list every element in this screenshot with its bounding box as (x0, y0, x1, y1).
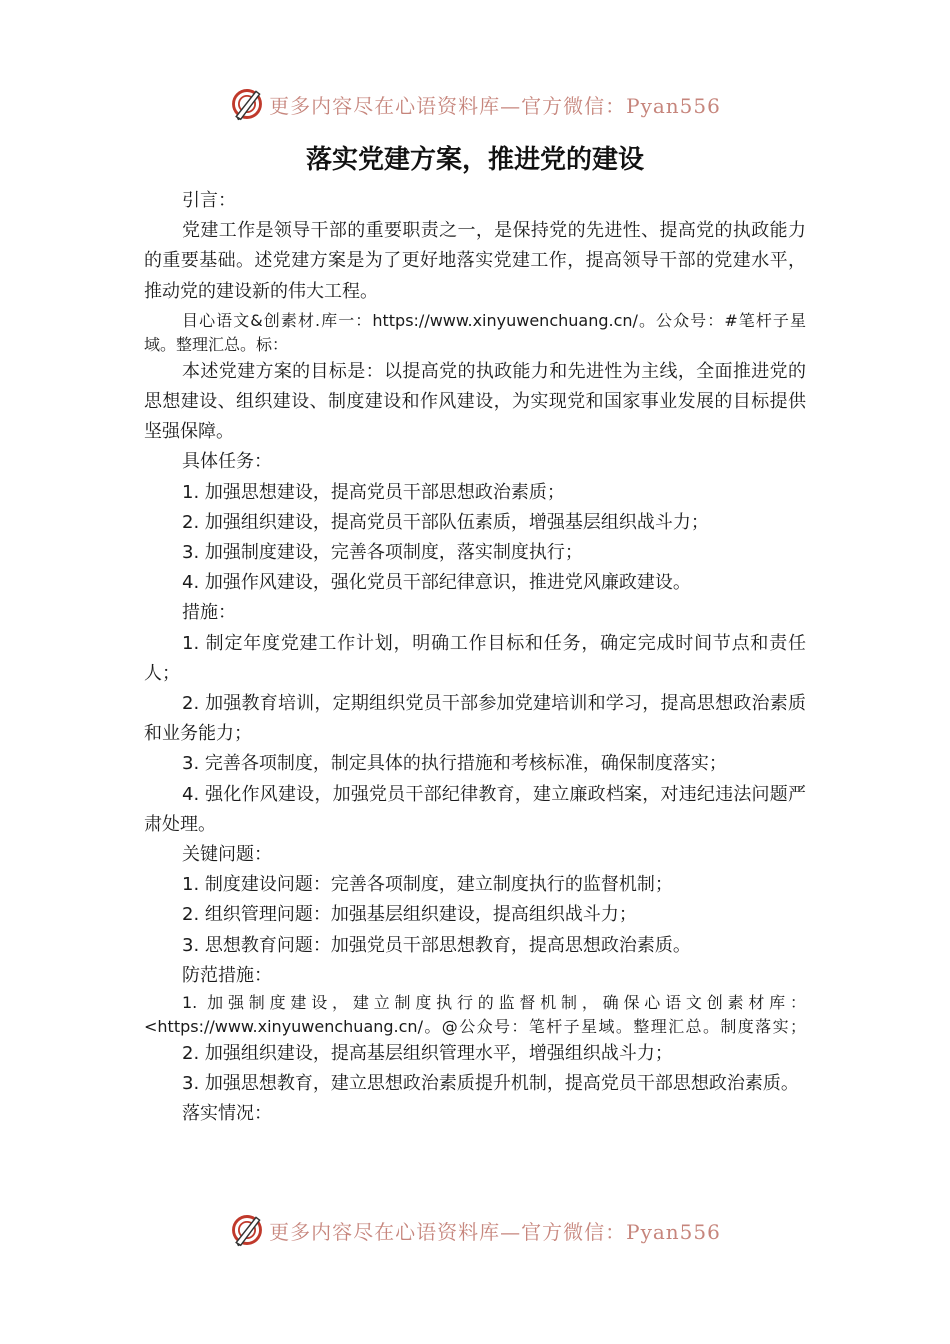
pen-logo-icon (229, 86, 265, 122)
document-body (144, 138, 806, 1130)
section-heading-implementation: 落实情况： (182, 1103, 272, 1125)
section-heading-intro: 引言： (182, 190, 236, 211)
footer-watermark (0, 1208, 950, 1252)
header-watermark (0, 82, 950, 126)
list-item: 2. 加强教育培训，定期组织党员干部参加党建培训和学习，提高思想政治素质和业务能力； (144, 693, 806, 745)
list-item: 2. 加强组织建设，提高基层组织管理水平，增强组织战斗力； (182, 1043, 673, 1065)
list-item: 3. 加强制度建设，完善各项制度，落实制度执行； (182, 542, 583, 564)
list-item: 1. 制度建设问题：完善各项制度，建立制度执行的监督机制； (182, 874, 673, 896)
list-item: 1. 加强思想建设，提高党员干部思想政治素质； (182, 481, 565, 503)
list-item: 3. 完善各项制度，制定具体的执行措施和考核标准，确保制度落实； (182, 753, 727, 775)
watermark-line: 目心语文&创素材.库一：https://www.xinyuwenchuang.cn/。公众号：#笔杆子星域。整理汇总。标： (144, 310, 806, 354)
document-title: 落实党建方案，推进党的建设 (305, 145, 644, 175)
watermark-text: 更多内容尽在心语资料库—官方微信：Pyan556 (269, 93, 721, 118)
list-item: 4. 加强作风建设，强化党员干部纪律意识，推进党风廉政建设。 (182, 572, 691, 594)
list-item: 3. 加强思想教育，建立思想政治素质提升机制，提高党员干部思想政治素质。 (182, 1073, 799, 1095)
watermark-text: 更多内容尽在心语资料库—官方微信：Pyan556 (269, 1219, 721, 1244)
section-heading-measures: 措施： (182, 602, 236, 624)
list-item: 4. 强化作风建设，加强党员干部纪律教育，建立廉政档案，对违纪违法问题严肃处理。 (144, 783, 806, 835)
list-item: 2. 组织管理问题：加强基层组织建设，提高组织战斗力； (182, 904, 637, 926)
paragraph: 党建工作是领导干部的重要职责之一，是保持党的先进性、提高党的执政能力的重要基础。述党建方案是为了更好地落实党建工作，提高领导干部的党建水平，推动党的建设新的伟大工程。 (144, 220, 806, 302)
section-heading-prevention: 防范措施： (182, 964, 272, 986)
list-item: 3. 思想教育问题：加强党员干部思想教育，提高思想政治素质。 (182, 934, 691, 956)
list-item: 1. 制定年度党建工作计划，明确工作目标和任务，确定完成时间节点和责任人； (144, 632, 806, 684)
list-item: 2. 加强组织建设，提高党员干部队伍素质，增强基层组织战斗力； (182, 511, 709, 533)
section-heading-key-issues: 关键问题： (182, 844, 272, 866)
pen-logo-icon (229, 1212, 265, 1248)
section-heading-tasks: 具体任务： (182, 451, 272, 473)
list-item: 1. 加强制度建设，建立制度执行的监督机制，确保心语文创素材库：<https://www.xinyuwenchuang.cn/。@公众号：笔杆子星域。整理汇总。制度落实； (144, 993, 806, 1037)
paragraph: 本述党建方案的目标是：以提高党的执政能力和先进性为主线，全面推进党的思想建设、组织建设、制度建设和作风建设，为实现党和国家事业发展的目标提供坚强保障。 (144, 360, 806, 443)
